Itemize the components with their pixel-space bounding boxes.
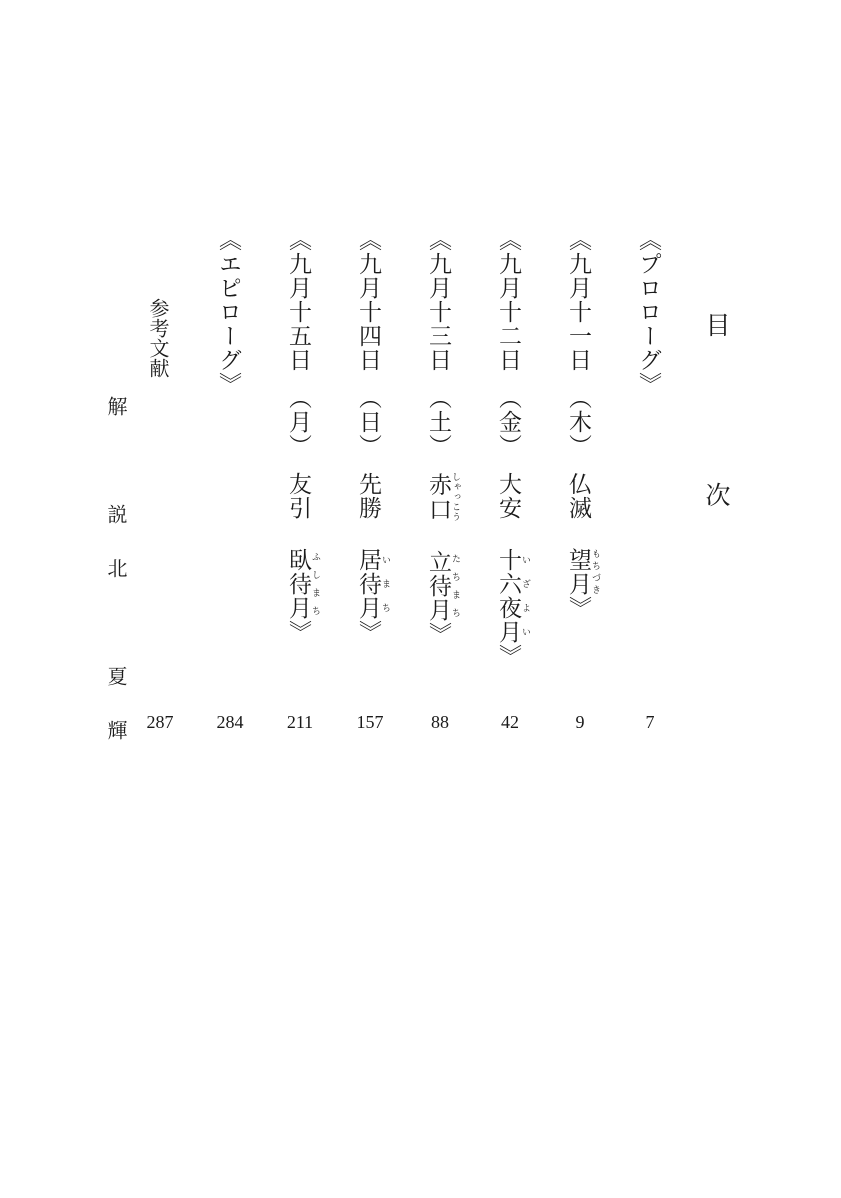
chapter-rokuyo: 友引 bbox=[285, 472, 311, 520]
toc-entry-chapter-3[interactable] bbox=[426, 228, 460, 646]
toc-entry-chapter-5[interactable] bbox=[286, 228, 320, 644]
commentary-label: 解 説 bbox=[104, 396, 128, 558]
references-label: 参考文献 bbox=[146, 298, 170, 378]
page-number: 211 bbox=[286, 712, 314, 732]
chapter-weekday: （木） bbox=[565, 386, 591, 458]
toc-entry-label: 《エピローグ》 bbox=[215, 228, 241, 396]
chapter-moon: 立待月 たちまち bbox=[425, 550, 460, 622]
chapter-close: 》 bbox=[565, 596, 591, 620]
chapter-weekday: （月） bbox=[285, 386, 311, 458]
chapter-moon: 臥待月 ふしまち bbox=[285, 548, 320, 620]
commentary-author: 北 夏輝 bbox=[104, 558, 128, 774]
page-number: 9 bbox=[575, 712, 585, 732]
page-number: 157 bbox=[356, 712, 384, 732]
chapter-moon: 十六夜月 いざよい bbox=[495, 548, 530, 644]
moon-ruby: もちづき bbox=[590, 548, 600, 596]
page-number: 7 bbox=[645, 712, 655, 732]
toc-entry-epilogue[interactable] bbox=[216, 228, 239, 396]
chapter-close: 》 bbox=[495, 644, 521, 668]
moon-ruby: いざよい bbox=[520, 548, 530, 644]
toc-entry-chapter-2[interactable] bbox=[496, 228, 530, 668]
page-number: 42 bbox=[501, 712, 519, 732]
chapter-weekday: （土） bbox=[425, 386, 451, 458]
toc-entry-label: 《プロローグ》 bbox=[635, 228, 661, 396]
moon-ruby: いまち bbox=[380, 548, 390, 620]
toc-entry-references[interactable] bbox=[148, 298, 168, 378]
rokuyo-ruby: しゃっこう bbox=[450, 472, 460, 522]
chapter-moon: 居待月 いまち bbox=[355, 548, 390, 620]
moon-ruby: ふしまち bbox=[310, 548, 320, 620]
chapter-date: 《九月十二日 bbox=[495, 228, 521, 372]
chapter-weekday: （金） bbox=[495, 386, 521, 458]
chapter-close: 》 bbox=[425, 622, 451, 646]
page-number: 88 bbox=[431, 712, 449, 732]
chapter-moon: 望月 もちづき bbox=[565, 548, 600, 596]
chapter-rokuyo: 先勝 bbox=[355, 472, 381, 520]
page-number: 284 bbox=[216, 712, 244, 732]
chapter-date: 《九月十一日 bbox=[565, 228, 591, 372]
chapter-date: 《九月十四日 bbox=[355, 228, 381, 372]
chapter-weekday: （日） bbox=[355, 386, 381, 458]
chapter-close: 》 bbox=[355, 620, 381, 644]
toc-entry-prologue[interactable] bbox=[636, 228, 659, 396]
chapter-close: 》 bbox=[285, 620, 311, 644]
chapter-date: 《九月十五日 bbox=[285, 228, 311, 372]
moon-ruby: たちまち bbox=[450, 550, 460, 622]
chapter-rokuyo: 赤口 しゃっこう bbox=[425, 472, 460, 522]
toc-entry-chapter-1[interactable] bbox=[566, 228, 600, 620]
chapter-rokuyo: 大安 bbox=[495, 472, 521, 520]
toc-title: 目 次 bbox=[702, 312, 731, 567]
chapter-date: 《九月十三日 bbox=[425, 228, 451, 372]
chapter-rokuyo: 仏滅 bbox=[565, 472, 591, 520]
page-number: 287 bbox=[146, 712, 174, 732]
toc-entry-commentary[interactable] bbox=[106, 396, 126, 774]
toc-entry-chapter-4[interactable] bbox=[356, 228, 390, 644]
